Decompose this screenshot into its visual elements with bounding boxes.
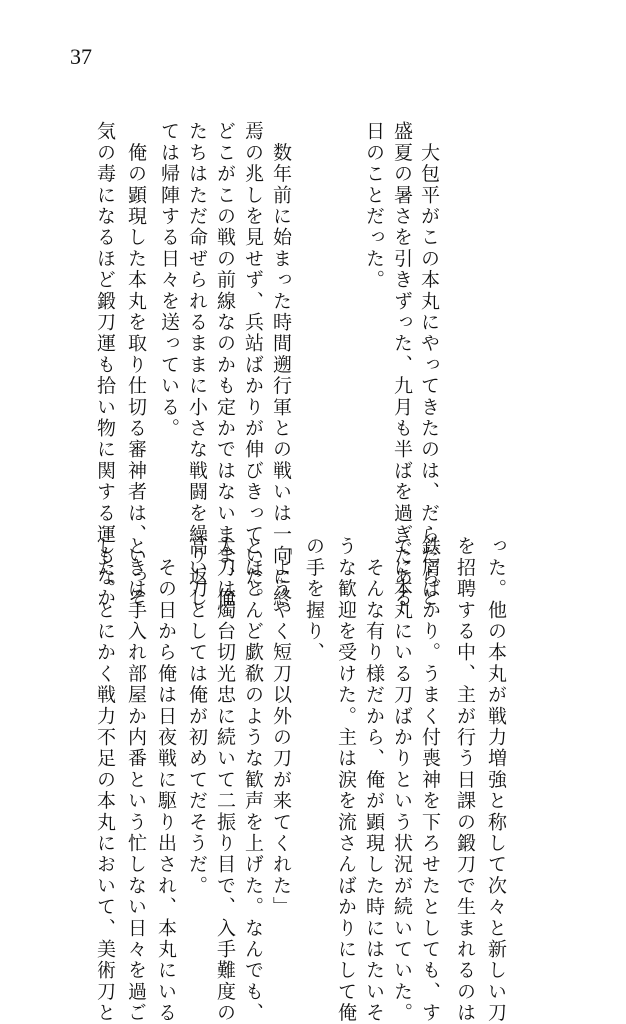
page-number: 37 bbox=[70, 44, 92, 69]
text-column: 焉の兆しを見せず、兵站ばかりが伸びきっていた。 bbox=[242, 121, 264, 609]
text-column: とほとんど歔欷のような歓声を上げた。なんでも、 bbox=[242, 536, 264, 1024]
text-column: 数年前に始まった時間遡行軍との戦いは一向に終 bbox=[270, 121, 292, 609]
text-column: 盛夏の暑さを引きずった、九月も半ばを過ぎたある bbox=[391, 121, 413, 609]
text-column: 鉄屑ばかり。うまく付喪神を下ろせたとしても、す bbox=[419, 536, 441, 1024]
text-column: そんな有り様だから、俺が顕現した時にはたいそ bbox=[363, 536, 385, 1024]
text-column: った。他の本丸が戦力増強と称して次々と新しい刀 bbox=[485, 536, 507, 1024]
text-column: 「ようやく短刀以外の刀が来てくれた」 bbox=[270, 536, 292, 918]
text-column: した。とにかく戦力不足の本丸において、美術刀と bbox=[94, 536, 116, 1024]
text-column: の手を握り、 bbox=[303, 536, 325, 664]
text-column: 俺の顕現した本丸を取り仕切る審神者は、いっそ bbox=[125, 121, 147, 609]
text-column: ては帰陣する日々を送っている。 bbox=[158, 121, 180, 439]
text-column: その日から俺は日夜戦に駆り出され、本丸にいる bbox=[155, 536, 177, 1024]
text-column: を招聘する中、主が行う日課の鍛刀で生まれるのは bbox=[454, 536, 476, 1024]
text-column: 高い刀としては俺が初めてだそうだ。 bbox=[186, 536, 208, 897]
text-column: どこがこの戦の前線なのかも定かではないまま、俺 bbox=[214, 121, 236, 609]
text-column: うな歓迎を受けた。主は涙を流さんばかりにして俺 bbox=[335, 536, 357, 1024]
text-column: 太刀は燭台切光忠に続いて二振り目で、入手難度の bbox=[214, 536, 236, 1024]
text-column: 気の毒になるほど鍛刀運も拾い物に関する運もなか bbox=[94, 121, 116, 609]
text-column: でに本丸にいる刀ばかりという状況が続いていた。 bbox=[391, 536, 413, 1024]
text-column: ときは手入れ部屋か内番という忙しない日々を過ご bbox=[125, 536, 147, 1024]
text-column: 大包平がこの本丸にやってきたのは、だらだらと bbox=[418, 121, 440, 609]
text-column: たちはただ命ぜられるままに小さな戦闘を繰り返し bbox=[186, 121, 208, 609]
text-column: 日のことだった。 bbox=[363, 121, 385, 291]
